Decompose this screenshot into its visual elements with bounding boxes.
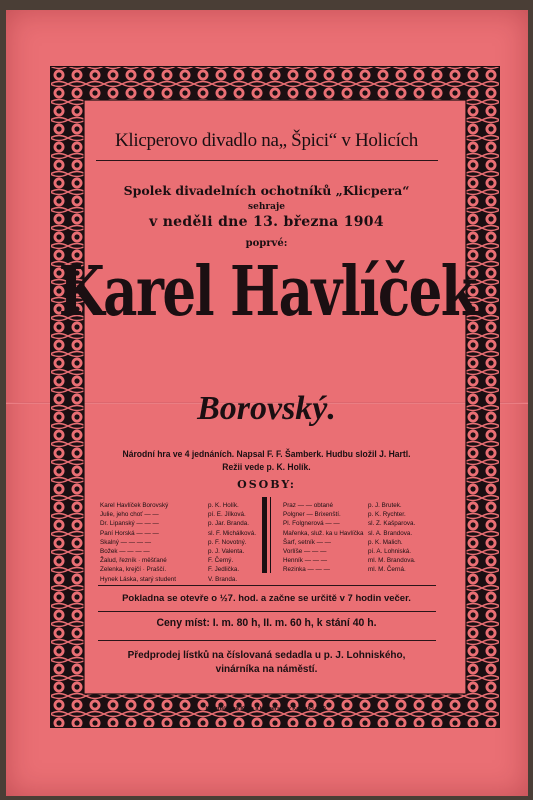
role: Praz — — obtané (283, 502, 334, 509)
cast-row (283, 519, 428, 528)
cast-row (283, 547, 428, 556)
cast-divider-line (270, 497, 271, 573)
cast-row (100, 565, 268, 574)
role: Hynek Láska, starý student (100, 575, 176, 583)
role: Julie, jeho choť — — (100, 511, 159, 519)
role: Skalný — — — — (100, 538, 152, 546)
cast-row (100, 529, 268, 538)
actor: pí. E. Jílková. (208, 511, 246, 519)
actor: p. K. Holík. (208, 502, 239, 509)
cast-row (100, 575, 268, 584)
role: Pl. Folgnerová — — (283, 520, 340, 528)
presale-location: vinárníka na náměstí. (215, 664, 318, 675)
role: Zelenka, krejčí · Praščí. (100, 566, 167, 574)
role: Vorlíše — — — (283, 548, 327, 556)
actor: V. Branda. (208, 575, 238, 583)
cast-row (283, 510, 428, 519)
role: Mařenka, služ. ka u Havlíčka (283, 529, 364, 537)
cast-row (283, 556, 428, 565)
cast-list-left (100, 501, 268, 584)
cast-row (100, 510, 268, 519)
ticket-prices: Ceny míst: I. m. 80 h, II. m. 60 h, k stání 40 h. (156, 617, 377, 629)
presale-info: Předprodej lístků na číslovaná sedadla u p. J. Lohniského, (127, 650, 406, 661)
actor: sl. F. Michálková. (208, 529, 256, 537)
role: Žalud, řezník · měšťané (100, 557, 167, 565)
cast-row (100, 501, 268, 510)
actor: p. J. Brutek. (368, 502, 402, 509)
actor: F. Jedlička. (208, 566, 240, 574)
actor: p. J. Valenta. (208, 548, 245, 556)
actor: pí. A. Lohniská. (368, 548, 412, 556)
society-name: Spolek divadelních ochotníků „Klicpera“ (123, 183, 410, 198)
cast-list-right (283, 501, 428, 575)
divider (96, 160, 438, 161)
cast-row (283, 501, 428, 510)
role: Polgner — Brixenští. (283, 511, 341, 519)
divider (98, 585, 436, 586)
actor: p. F. Novotný. (208, 538, 247, 546)
role: Božek — — — — (100, 548, 150, 556)
role: Dr. Lipanský — — — (100, 520, 159, 528)
role: Karel Havlíček Borovský (100, 502, 169, 509)
role: Henník — — — (283, 557, 328, 565)
actor: ml. M. Černá. (368, 566, 406, 574)
role: Rezinka — — — (283, 566, 330, 574)
cast-row (100, 538, 268, 547)
cast-row (100, 547, 268, 556)
cast-row (100, 556, 268, 565)
actor: p. K. Rychter. (368, 511, 406, 519)
cast-row (283, 538, 428, 547)
cast-heading: OSOBY: (237, 478, 296, 491)
theatre-name: Klicperovo divadlo na„ Špici“ v Holicích (115, 130, 418, 151)
actor: p. Jar. Branda. (208, 520, 249, 528)
presents-text: sehraje (248, 202, 285, 212)
director-credit: Režii vede p. K. Holík. (222, 462, 311, 473)
actor: sl. A. Brandova. (368, 529, 413, 537)
cast-divider-bar (262, 497, 267, 573)
actor: F. Černý. (208, 557, 234, 565)
play-title-line2: Borovský. (197, 390, 336, 427)
play-description: Národní hra ve 4 jednáních. Napsal F. F. Šamberk. Hudbu složil J. Hartl. (122, 449, 411, 460)
divider (98, 640, 436, 641)
cast-row (283, 529, 428, 538)
printer-credit: Knihtiskárna Kusa a Hamerský v Kostelci n. O. (205, 706, 328, 712)
cast-row (100, 519, 268, 528)
actor: p. K. Malich. (368, 538, 403, 546)
play-title-line1: Karel Havlíček (58, 252, 476, 332)
cast-row (283, 565, 428, 574)
box-office-info: Pokladna se otevře o ½7. hod. a začne se určitě v 7 hodin večer. (122, 593, 411, 604)
actor: sl. Z. Kašparova. (368, 520, 416, 528)
actor: ml. M. Brandova. (368, 557, 416, 565)
premiere-text: poprvé: (245, 238, 288, 249)
divider (98, 611, 436, 612)
role: Paní Horská — — — (100, 529, 159, 537)
performance-date: v neděli dne 13. března 1904 (149, 214, 384, 230)
role: Šarf, setník — — (283, 538, 331, 546)
